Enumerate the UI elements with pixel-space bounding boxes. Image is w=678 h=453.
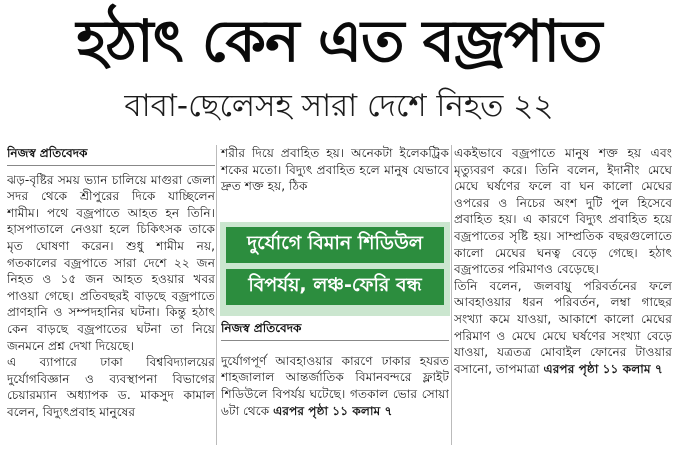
main-story-paragraph	[454, 278, 672, 378]
main-story-paragraph: এ ব্যাপারে ঢাকা বিশ্ববিদ্যালয়ের দুর্যোগবিজ্ঞান ও ব্যবস্থাপনা বিভাগের চেয়ারম্যান অধ্যাপক ড. মাকসুদ কামাল বলেন, বিদ্যুৎপ্রবাহ মানুষের	[7, 355, 215, 419]
sidebar-story-text: দুর্যোগপূর্ণ আবহাওয়ার কারণে ঢাকার হযরত শাহজালাল আন্তর্জাতিক বিমানবন্দরে ফ্লাইট শিডিউলে বিপর্যয় ঘটেছে। গতকাল ভোর সোয়া ৬টা থেকে	[221, 353, 449, 418]
sidebar-story-continued: এরপর পৃষ্ঠা ১১ কলাম ৭	[273, 403, 393, 418]
column-divider	[216, 145, 217, 445]
sidebar-story-title-line-1: দুর্যোগে বিমান শিডিউল	[226, 227, 444, 263]
main-story-left-column	[7, 145, 215, 451]
main-story-middle-column	[221, 145, 449, 195]
main-story-byline: নিজস্ব প্রতিবেদক	[7, 145, 215, 166]
main-story-paragraph: শরীর দিয়ে প্রবাহিত হয়। অনেকটা ইলেকট্রিক শকের মতো। বিদ্যুৎ প্রবাহিত হলে মানুষ যেভাবে দ্রুত শক্ত হয়, ঠিক	[221, 146, 449, 194]
column-divider	[451, 145, 452, 445]
sidebar-story-title-line-2: বিপর্যয়, লঞ্চ-ফেরি বন্ধ	[226, 269, 444, 305]
sidebar-story-title-box	[220, 222, 450, 316]
main-story-text: তিনি বলেন, জলবায়ু পরিবর্তনের ফলে আবহাওয়ার ধরন পরিবর্তন, লম্বা গাছের সংখ্যা কমে যাওয়া, আকাশে কালো মেঘের পরিমাণ ও মেঘে মেঘে ঘর্ষণের সংখ্যা বেড়ে যাওয়া, যত্রতত্র মোবাইল ফোনের টাওয়ার বসানো, তাপমাত্রা	[454, 278, 672, 376]
main-story-paragraph: একইভাবে বজ্রপাতে মানুষ শক্ত হয় এবং মৃত্যুবরণ করে। তিনি বলেন, ইদানীং মেঘে মেঘে ঘর্ষণের ফলে বা ঘন কালো মেঘের ওপরের ও নিচের অংশ দুটি পুল হিসেবে প্রবাহিত হয়। এ কারণে বিদ্যুৎ প্রবাহিত হয়ে বজ্রপাতের সৃষ্টি হয়। সাম্প্রতিক বছরগুলোতে কালো মেঘের ঘনত্ব বেড়ে গেছে। হঠাৎ বজ্রপাতের পরিমাণও বেড়েছে।	[454, 146, 672, 277]
main-story-continued: এরপর পৃষ্ঠা ১১ কলাম ৭	[543, 361, 663, 376]
sidebar-story-body	[221, 318, 449, 451]
sidebar-story-byline: নিজস্ব প্রতিবেদক	[221, 320, 449, 341]
sidebar-story-paragraph	[221, 353, 449, 419]
headline: হঠাৎ কেন এত বজ্রপাত	[76, 7, 602, 75]
subheadline: বাবা-ছেলেসহ সারা দেশে নিহত ২২	[124, 88, 554, 124]
main-story-right-column	[454, 145, 672, 451]
main-story-paragraph: ঝড়-বৃষ্টির সময় ভ্যান চালিয়ে মাগুরা জেলা সদর থেকে শ্রীপুরের দিকে যাচ্ছিলেন শামীম। পথে বজ্রপাতে আহত হন তিনি। হাসপাতালে নেওয়া হলে চিকিৎসক তাকে মৃত ঘোষণা করেন। শুধু শামীম নয়, গতকালের বজ্রপাতে সারা দেশে ২২ জন নিহত ও ১৫ জন আহত হওয়ার খবর পাওয়া গেছে। প্রতিবছরই বাড়ছে বজ্রপাতে প্রাণহানি ও সম্পদহানির ঘটনা। কিন্তু হঠাৎ কেন বাড়ছে বজ্রপাতের ঘটনা তা নিয়ে জনমনে প্রশ্ন দেখা দিয়েছে।	[7, 172, 215, 353]
